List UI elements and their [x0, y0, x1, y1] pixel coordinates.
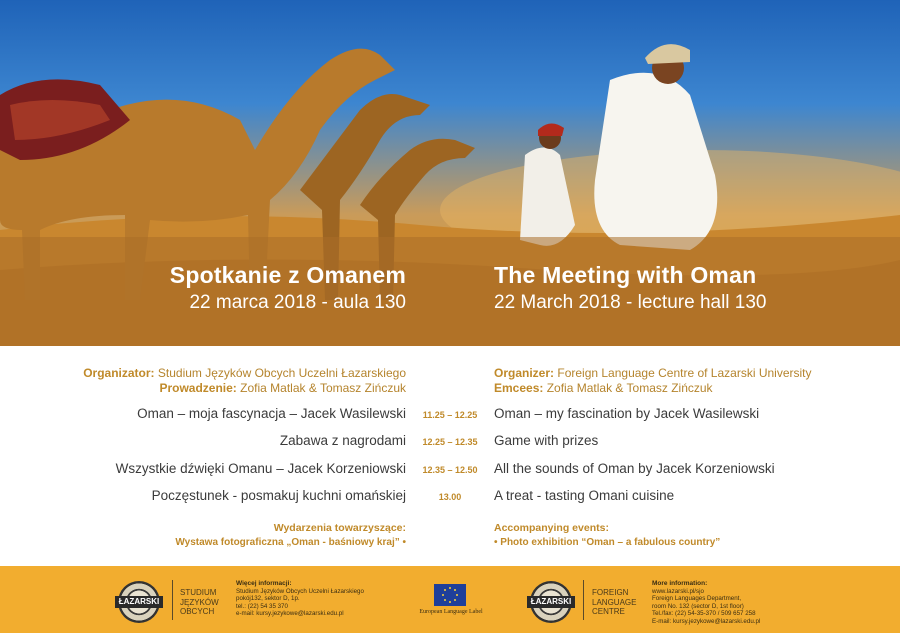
host-label-pl: Prowadzenie: — [159, 381, 237, 395]
program-item-pl: Poczęstunek - posmakuj kuchni omańskiej — [151, 488, 406, 503]
contact-heading-pl: Więcej informacji: — [236, 580, 292, 587]
contact-email-en[interactable]: E-mail: kursy.jezykowe@lazarski.edu.pl — [652, 617, 761, 625]
unit-name-en — [592, 588, 636, 617]
divider — [172, 580, 173, 620]
contact-line: Foreign Languages Department, — [652, 595, 742, 603]
contact-website[interactable]: www.lazarski.pl/sjo — [652, 587, 704, 595]
contact-line: room No. 132 (sector D, 1st floor) — [652, 602, 744, 610]
unit-line: LANGUAGE — [592, 597, 637, 607]
contact-line: Tel./fax: (22) 54-35-370 / 509 657 258 — [652, 610, 756, 618]
program-item-en: Oman – my fascination by Jacek Wasilewski — [494, 406, 760, 421]
european-language-label: European Language Label — [419, 609, 483, 615]
unit-line: OBCYCH — [180, 607, 215, 616]
accompanying-events-en — [494, 522, 720, 548]
program-item-pl: Wszystkie dźwięki Omanu – Jacek Korzeniowski — [115, 461, 406, 476]
organizer-label-en: Organizer: — [494, 366, 555, 380]
program-time: 12.35 – 12.50 — [422, 465, 478, 475]
accompanying-events-pl — [175, 522, 406, 548]
event-date-en: 22 March 2018 - lecture hall 130 — [494, 292, 767, 313]
unit-line: STUDIUM — [180, 588, 217, 597]
contact-info-en — [652, 580, 760, 626]
contact-line: tel.: (22) 54 35 370 — [236, 602, 288, 610]
divider — [583, 580, 584, 620]
program-item-en: A treat - tasting Omani cuisine — [494, 488, 675, 503]
organizer-value-en: Foreign Language Centre of Lazarski University — [557, 366, 812, 380]
seal-wordmark: ŁAZARSKI — [527, 596, 575, 608]
university-seal-icon — [118, 581, 160, 623]
organizer-value-pl: Studium Języków Obcych Uczelni Łazarskiego — [157, 366, 406, 380]
program-time: 11.25 – 12.25 — [422, 410, 478, 420]
unit-line: CENTRE — [592, 607, 625, 616]
unit-line: FOREIGN — [592, 588, 629, 597]
seal-wordmark: ŁAZARSKI — [115, 596, 163, 608]
program-time: 12.25 – 12.35 — [422, 437, 478, 447]
unit-name-pl — [180, 588, 219, 617]
university-seal-icon — [530, 581, 572, 623]
event-title-en: The Meeting with Oman — [494, 262, 757, 288]
program-item-en: Game with prizes — [494, 433, 599, 448]
contact-line: Studium Języków Obcych Uczelni Łazarskiego — [236, 587, 364, 595]
organizer-label-pl: Organizator: — [83, 366, 155, 380]
host-label-en: Emcees: — [494, 381, 544, 395]
events-item-pl: Wystawa fotograficzna „Oman - baśniowy kraj” • — [175, 537, 406, 548]
program-item-en: All the sounds of Oman by Jacek Korzeniowski — [494, 461, 775, 476]
contact-info-pl — [236, 580, 364, 618]
program-time: 13.00 — [438, 492, 462, 502]
eu-flag-icon — [434, 584, 466, 606]
contact-line: pokój132, sektor D, 1p. — [236, 595, 300, 603]
events-heading-pl: Wydarzenia towarzyszące: — [273, 522, 406, 534]
contact-email-pl[interactable]: e-mail: kursy.jezykowe@lazarski.edu.pl — [236, 610, 344, 618]
events-item-en: • Photo exhibition “Oman – a fabulous country” — [494, 537, 721, 548]
organizer-pl — [83, 366, 406, 396]
host-value-pl: Zofia Matlak & Tomasz Zińczuk — [240, 381, 406, 395]
event-date-pl: 22 marca 2018 - aula 130 — [189, 292, 406, 313]
events-heading-en: Accompanying events: — [494, 522, 609, 534]
event-title-pl: Spotkanie z Omanem — [169, 262, 406, 288]
program-item-pl: Zabawa z nagrodami — [279, 433, 406, 448]
contact-heading-en: More information: — [652, 580, 708, 587]
host-value-en: Zofia Matlak & Tomasz Zińczuk — [546, 381, 713, 395]
unit-line: JĘZYKÓW — [180, 597, 219, 607]
program-item-pl: Oman – moja fascynacja – Jacek Wasilewski — [137, 406, 406, 421]
organizer-en — [494, 366, 812, 396]
